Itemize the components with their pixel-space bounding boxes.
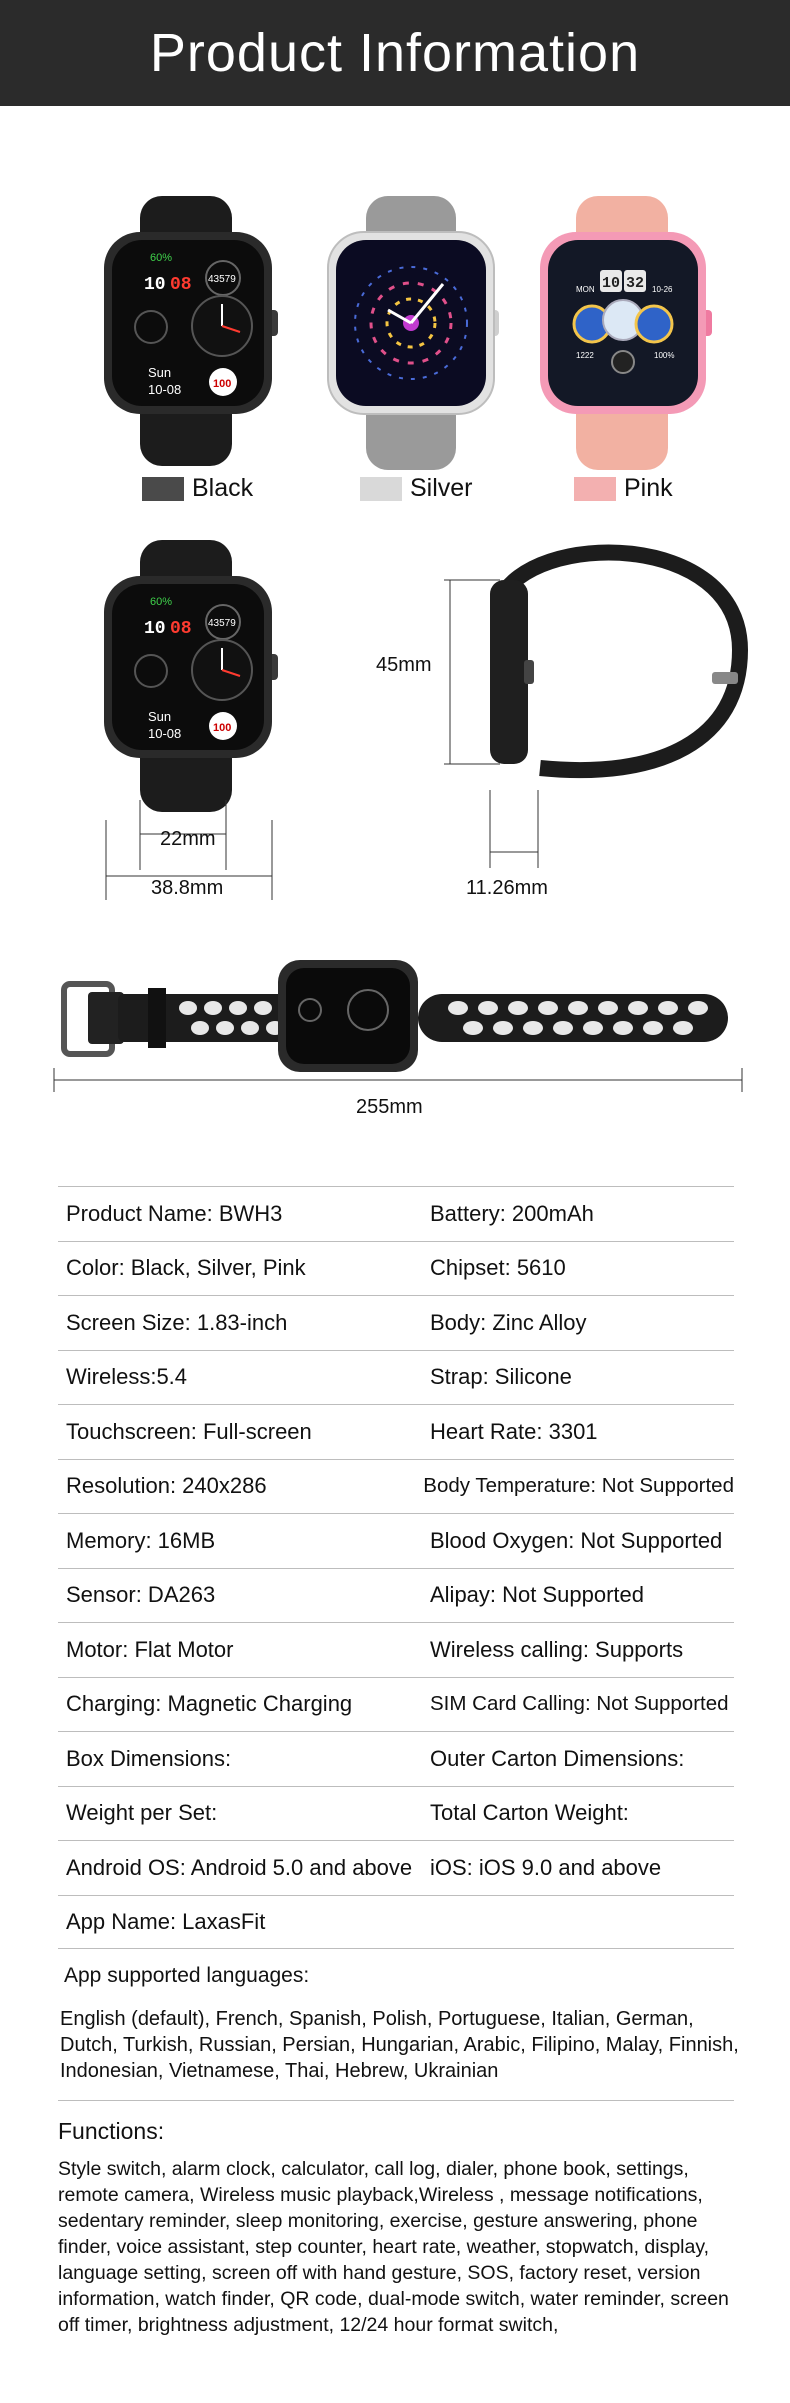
svg-text:08: 08 (170, 619, 192, 639)
functions-title: Functions: (58, 2118, 165, 2144)
spec-cell: Screen Size: 1.83-inch (66, 1309, 288, 1335)
swatch-label: Black (192, 474, 254, 502)
table-row (58, 1568, 734, 1623)
languages-title: App supported languages: (64, 1964, 310, 1987)
spec-cell: Blood Oxygen: Not Supported (430, 1527, 723, 1553)
functions-text: Style switch, alarm clock, calculator, call log, dialer, phone book, settings, remote camera, Wireless music playback,Wireless , message notifications, sedentary reminder, sleep monitoring, exercise, gesture answering, phone finder, voice assistant, step counter, heart rate, weather, stopwatch, display, language setting, screen off with hand gesture, SOS, factory reset, version information, watch finder, QR code, dual-mode switch, water reminder, screen off timer, brightness adjustment, 12/24 hour format switch, (58, 2158, 729, 2336)
pink-left-readout: 1222 (576, 351, 594, 360)
swatch-label: Pink (624, 474, 673, 502)
pink-day: MON (576, 285, 595, 294)
pink-right-readout: 100% (654, 351, 675, 360)
spec-cell: Body: Zinc Alloy (430, 1309, 587, 1335)
thickness-lines (480, 790, 550, 870)
spec-cell: Charging: Magnetic Charging (66, 1691, 353, 1717)
spec-cell: Strap: Silicone (430, 1364, 572, 1390)
table-row (58, 1895, 734, 1950)
spec-cell: Body Temperature: Not Supported (423, 1474, 734, 1498)
pink-minutes: 32 (626, 275, 645, 292)
date-readout: 10-08 (148, 382, 182, 397)
time-hours: 10 (144, 275, 166, 295)
spec-cell: Box Dimensions: (66, 1745, 232, 1771)
front-dimension-watch-image (100, 536, 285, 826)
table-row (58, 1677, 734, 1732)
spec-cell: Chipset: 5610 (430, 1255, 566, 1281)
table-row (58, 1786, 734, 1841)
table-row (58, 1840, 734, 1895)
svg-text:10: 10 (144, 619, 166, 639)
side-view-watch-image (440, 540, 760, 780)
table-row (58, 1404, 734, 1459)
swatch-black (142, 474, 253, 503)
spec-table (58, 1186, 734, 1949)
spec-cell: Wireless:5.4 (66, 1364, 188, 1390)
spec-cell: Motor: Flat Motor (66, 1636, 234, 1662)
spec-cell: iOS: iOS 9.0 and above (430, 1854, 662, 1880)
spec-cell: Alipay: Not Supported (430, 1582, 645, 1608)
svg-text:100: 100 (213, 722, 232, 734)
spec-cell: Memory: 16MB (66, 1527, 216, 1553)
spec-cell: App Name: LaxasFit (66, 1908, 266, 1934)
spec-cell: Resolution: 240x286 (66, 1473, 267, 1499)
color-swatch-row (0, 474, 790, 508)
svg-text:60%: 60% (150, 596, 173, 608)
swatch-pink (574, 474, 673, 503)
table-row (58, 1622, 734, 1677)
table-row (58, 1350, 734, 1405)
swatch-silver (360, 474, 473, 503)
svg-text:Sun: Sun (148, 709, 172, 724)
page-header (0, 0, 790, 106)
strap-length-label: 255mm (356, 1096, 423, 1118)
day-readout: Sun (148, 365, 172, 380)
pink-hours: 10 (602, 275, 621, 292)
pink-watch-image (534, 192, 719, 472)
spec-cell: Color: Black, Silver, Pink (66, 1255, 306, 1281)
time-minutes: 08 (170, 275, 192, 295)
heart-readout: 100 (213, 378, 232, 390)
spec-cell: Heart Rate: 3301 (430, 1418, 598, 1444)
svg-text:43579: 43579 (208, 618, 236, 629)
divider (58, 2100, 734, 2101)
swatch-box (360, 477, 402, 501)
page-title: Product Information (149, 23, 641, 83)
inner-width-label: 22mm (160, 828, 216, 850)
spec-cell: Product Name: BWH3 (66, 1200, 283, 1226)
spec-cell: SIM Card Calling: Not Supported (430, 1692, 729, 1716)
spec-cell: Touchscreen: Full-screen (66, 1418, 312, 1444)
swatch-label: Silver (410, 474, 473, 502)
spec-cell: Wireless calling: Supports (430, 1636, 684, 1662)
table-row (58, 1241, 734, 1296)
spec-cell: Android OS: Android 5.0 and above (66, 1854, 413, 1880)
spec-cell: Outer Carton Dimensions: (430, 1745, 685, 1771)
height-label: 45mm (376, 654, 432, 676)
battery-readout: 60% (150, 252, 173, 264)
spec-cell: Sensor: DA263 (66, 1582, 216, 1608)
pink-date: 10-26 (652, 285, 673, 294)
table-row (58, 1513, 734, 1568)
swatch-box (574, 477, 616, 501)
table-row (58, 1731, 734, 1786)
thickness-label: 11.26mm (466, 877, 548, 899)
strap-length-image (48, 950, 748, 1100)
steps-readout: 43579 (208, 274, 236, 285)
spec-cell: Total Carton Weight: (430, 1800, 629, 1826)
spec-cell: Battery: 200mAh (430, 1200, 594, 1226)
table-row (58, 1295, 734, 1350)
swatch-box (142, 477, 184, 501)
table-row (58, 1186, 734, 1241)
spec-cell: Weight per Set: (66, 1800, 218, 1826)
svg-text:10-08: 10-08 (148, 726, 182, 741)
table-row (58, 1459, 734, 1514)
black-watch-image (100, 192, 285, 472)
width-label: 38.8mm (151, 877, 224, 899)
languages-text: English (default), French, Spanish, Polish, Portuguese, Italian, German, Dutch, Turkish, Russian, Persian, Hungarian, Arabic, Filipino, Malay, Finnish, Indonesian, Vietnamese, Thai, Hebrew, Ukrainian (60, 2008, 739, 2082)
silver-watch-image (318, 192, 503, 472)
